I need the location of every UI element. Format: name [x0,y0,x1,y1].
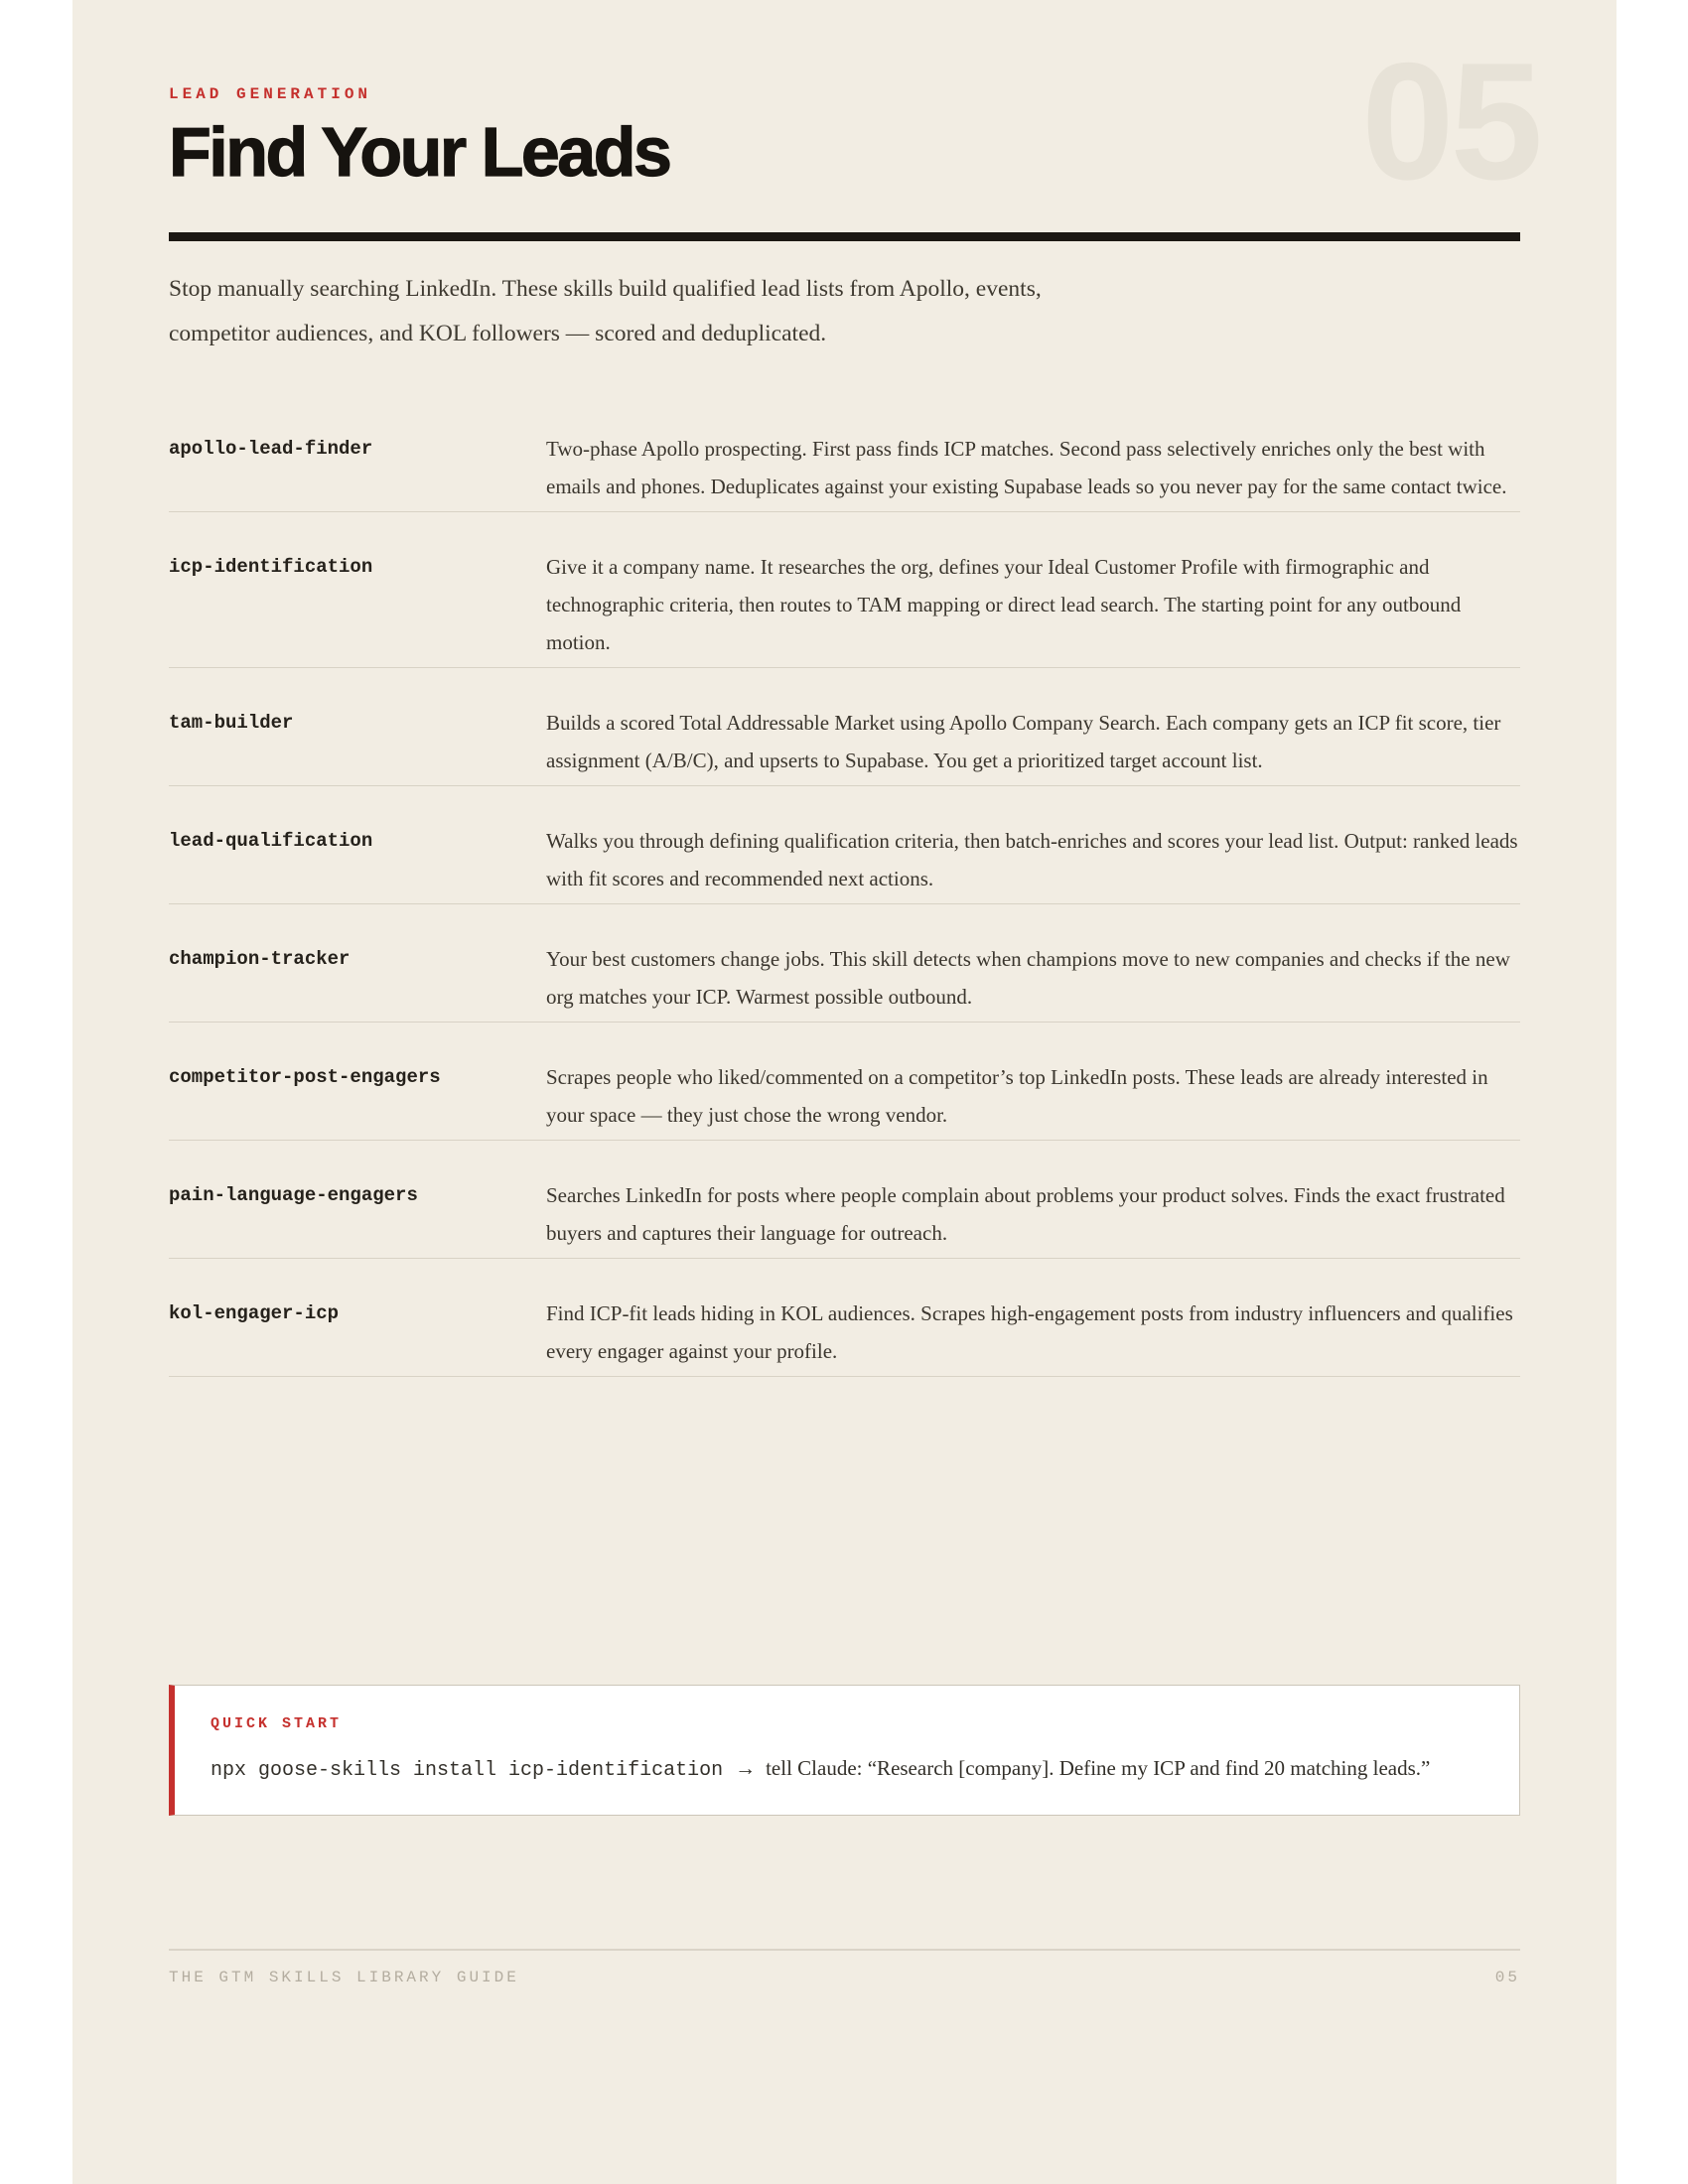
skill-description: Searches LinkedIn for posts where people complain about problems your product solves. Finds the exact frustrated buyers and captures their language for outreach. [546,1183,1505,1245]
skill-row [169,1259,1520,1377]
page-content [72,0,1617,2184]
skill-name: kol-engager-icp [169,1302,340,1324]
quick-start-callout [169,1685,1520,1816]
page [72,0,1617,2184]
skill-row [169,1023,1520,1141]
skill-row [169,1141,1520,1259]
quick-start-instruction: tell Claude: “Research [company]. Define my ICP and find 20 matching leads.” [766,1756,1431,1780]
skill-name: lead-qualification [169,830,373,852]
skill-description: Builds a scored Total Addressable Market using Apollo Company Search. Each company gets an ICP fit score, tier assignment (A/B/C), and upserts to Supabase. You get a prioritized target account list. [546,711,1501,772]
skill-description: Scrapes people who liked/commented on a competitor’s top LinkedIn posts. These leads are already interested in your space — they just chose the wrong vendor. [546,1065,1488,1127]
intro-paragraph: Stop manually searching LinkedIn. These skills build qualified lead lists from Apollo, events, competitor audiences, and KOL followers — scored and deduplicated. [169,276,1042,346]
skill-name: champion-tracker [169,948,351,970]
skill-description: Walks you through defining qualification criteria, then batch-enriches and scores your lead list. Output: ranked leads with fit scores and recommended next actions. [546,829,1518,890]
skill-row [169,420,1520,512]
footer-guide-title: THE GTM SKILLS LIBRARY GUIDE [169,1969,519,1986]
skill-row [169,512,1520,668]
quick-start-command: npx goose-skills install icp-identification [211,1759,724,1782]
eyebrow-label: LEAD GENERATION [169,85,372,103]
page-title: Find Your Leads [169,113,670,191]
skill-description: Give it a company name. It researches the org, defines your Ideal Customer Profile with firmographic and technographic criteria, then routes to TAM mapping or direct lead search. The starting point for any outbound motion. [546,555,1462,654]
skill-row [169,786,1520,904]
skill-name: icp-identification [169,556,373,578]
skill-name: competitor-post-engagers [169,1066,441,1088]
skills-list [169,420,1520,1377]
quick-start-label: QUICK START [211,1715,343,1732]
skill-description: Your best customers change jobs. This skill detects when champions move to new companies and checks if the new org matches your ICP. Warmest possible outbound. [546,947,1510,1009]
skill-name: pain-language-engagers [169,1184,418,1206]
title-rule [169,232,1520,241]
arrow-icon: → [735,1756,757,1780]
chapter-watermark: 05 [1361,28,1539,214]
skill-description: Find ICP-fit leads hiding in KOL audiences. Scrapes high-engagement posts from industry influencers and qualifies every engager against your profile. [546,1301,1513,1363]
skill-row [169,668,1520,786]
skill-name: apollo-lead-finder [169,438,373,460]
footer-page-number: 05 [1494,1969,1520,1986]
skill-description: Two-phase Apollo prospecting. First pass finds ICP matches. Second pass selectively enriches only the best with emails and phones. Deduplicates against your existing Supabase leads so you never pay for the same contact twice. [546,437,1507,498]
skill-row [169,904,1520,1023]
footer [169,1949,1520,1986]
footer-divider [169,1949,1520,1951]
skill-name: tam-builder [169,712,294,734]
quick-start-body [211,1748,1483,1791]
